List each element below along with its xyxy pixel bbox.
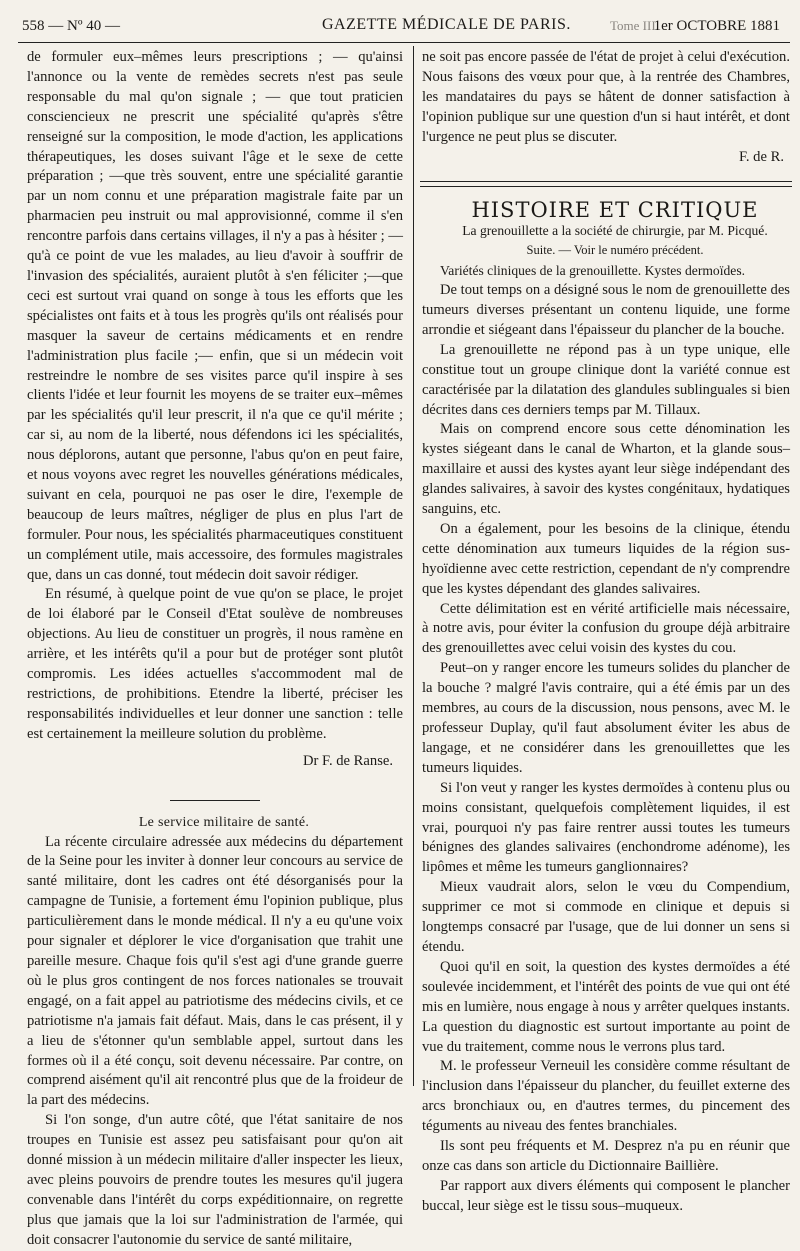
continuation-note: Suite. — Voir le numéro précédent. [526,243,704,258]
paragraph: Quoi qu'il en soit, la question des kystes dermoïdes a été soulevée incidemment, et l'intérêt des points de vue qui ont été mis en lumière, nous engage à nous y arrêter quelques instants. La question du diagnostic est surtout importante au point de vue du traitement, comme nous le verrons plus tard. [422,958,790,1055]
page-number: 558 — Nº 40 — [22,18,120,34]
page-header [22,14,786,38]
paragraph: Si l'on veut y ranger les kystes dermoïdes à contenu plus ou moins consistant, quelquefois complètement liquides, il est vrai, pourquoi n'y pas faire rentrer aussi toutes les tumeurs bénignes des glandes salivaires (enchondrome adénome), les lipômes et même les tumeurs ganglionnaires? [422,779,790,876]
paragraph: Mieux vaudrait alors, selon le vœu du Compendium, supprimer ce mot si commode en clinique et depuis si longtemps consacré par l'usage, que de lui donner un sens si étendu. [422,879,790,955]
left-column [27,48,403,1251]
header-rule [18,42,790,43]
paragraph: Ils sont peu fréquents et M. Desprez n'a pu en réunir que onze cas dans son article du Dictionnaire Baillière. [422,1138,790,1174]
paragraph: Peut–on y ranger encore les tumeurs solides du plancher de la bouche ? malgré l'avis contraire, qui a été émis par un des membres, au cours de la discussion, nous pensons, avec M. le professeur Duplay, qu'il faut absolument éviter les abus de langage, et ne considérer dans les grenouillettes que les tumeurs liquides. [422,660,790,776]
main-heading: HISTOIRE ET CRITIQUE [471,198,759,223]
paragraph: La grenouillette ne répond pas à un type unique, elle constitue tout un groupe clinique dont la variété connue est caractérisée par la dilatation des glandules sublinguales si bien décrites dans ces derniers temps par M. Tillaux. [422,341,790,418]
section-rule [420,186,792,187]
signature: Dr F. de Ranse. [302,752,393,769]
paragraph: M. le professeur Verneuil les considère comme résultant de l'inclusion dans l'épaisseur du plancher, du feuillet externe des arcs bronchiaux ou, en d'autres termes, du pincement des téguments au niveau des fentes branchiales. [422,1058,790,1135]
paragraph: Mais on comprend encore sous cette dénomination les kystes siégeant dans le canal de Wharton, et la glande sous–maxillaire et aussi des kystes ayant leur siège indépendant des glandes salivaires, à savoir des kystes congénitaux, hydatiques sanguins, etc. [422,421,790,518]
paragraph: Si l'on songe, d'un autre côté, que l'état sanitaire de nos troupes en Tunisie est assez peu satisfaisant pour qu'on ait donné mission à un médecin militaire d'aller inspecter les lieux, avec pleins pouvoirs de prendre toutes les mesures qu'il jugera convenable dans l'intérêt du corps expéditionnaire, on regrette plus que jamais que la loi sur l'administration de l'armée, qui doit consacrer l'autonomie du service de santé militaire, [27,1112,403,1248]
paragraph: de formuler eux–mêmes leurs prescriptions ; — qu'ainsi l'annonce ou la vente de remèdes secrets n'est pas seule responsable du mal qu'on signale ; — que tout praticien consciencieux ne prescrit une spécialité qu'après s'être renseigné sur la composition, le mode d'action, les applications thérapeutiques, les doses suivant l'âge et le sexe de cette préparation ; —que très souvent, entre une spécialité garantie par un nom connu et une préparation magistrale faite par un pharmacien peu instruit ou mal approvisionné, comme il s'en rencontre parfois dans certains villages, il n'y a pas à hésiter ; — qu'à ce point de vue les malades, au lieu d'avoir à souffrir de l'invasion des spécialités, auraient plutôt à s'en féliciter ;—que ceci est surtout vrai quand on songe à tous les efforts que les spécialistes ont faits et à tous les progrès qu'ils ont réalisés pour masquer la saveur de certains médicaments et en rendre l'administration plus facile ;— enfin, que si un médecin voit restreindre le nombre de ses visites parce qu'il inspire à ses clients l'idée et leur fournit les moyens de se traiter eux–mêmes par les spécialités qu'il leur prescrit, il n'a que ce qu'il mérite ; car si, au nom de la liberté, nous défendons ici les spécialités, nous déplorons, autant que personne, l'abus qu'on en peut faire, et nous voyons avec regret les nouvelles générations médicales, suivant en cela, pourquoi ne pas oser le dire, l'exemple de beaucoup de leurs maîtres, négliger de plus en plus l'art de formuler. Pour nous, les spécialités pharmaceutiques constituent un complément utile, mais accessoire, des formules magistrales que, dans un cas donné, tout médecin doit savoir rédiger. [27,49,403,583]
paragraph: Par rapport aux divers éléments qui composent le plancher buccal, leur siège est le tissu sous–muqueux. [422,1177,790,1214]
paragraph: La récente circulaire adressée aux médecins du département de la Seine pour les inviter à donner leur concours au service de santé militaire, dont les cadres ont été désorganisés pour la campagne de Tunisie, a fortement ému l'opinion publique, plus particulièrement dans le monde médical. Il n'y a eu qu'une voix pour signaler et déplorer le vice d'organisation que trahit une pareille mesure. Chaque fois qu'il s'est agi d'une grande guerre où le plus gros contingent de nos forces nationales se trouvait engagé, on a fait appel au patriotisme des médecins civils, et ce patriotisme n'a jamais fait défaut. Mais, dans le cas présent, il y a lieu de s'étonner qu'un semblable appel, surtout dans les formes où il a été conçu, soit devenu nécessaire. Par contre, on comprend aisément qu'il ait rencontré plus que de la froideur de la part des médecins. [27,833,403,1109]
paragraph: De tout temps on a désigné sous le nom de grenouillette des tumeurs diverses présentant un contenu liquide, une forme arrondie et siégeant dans l'épaisseur du plancher de la bouche. [422,282,790,338]
paragraph: Cette délimitation est en vérité artificielle mais nécessaire, à notre avis, pour éviter la confusion du groupe déjà arbitraire des grenouillettes avec celui voisin des kystes du cou. [422,600,790,657]
right-column [422,48,790,1217]
subsection-title: Variétés cliniques de la grenouillette. Kystes dermoïdes. [440,263,746,279]
journal-title: GAZETTE MÉDICALE DE PARIS. [322,16,571,33]
paragraph: ne soit pas encore passée de l'état de projet à celui d'exécution. Nous faisons des vœux pour que, à la rentrée des Chambres, les mandataires du pays se hâtent de donner satisfaction à l'opinion publique sur une question d'un si haut intérêt, et dont l'urgence ne peut plus se discuter. [422,49,790,145]
section-rule [420,181,792,182]
paragraph: On a également, pour les besoins de la clinique, étendu cette dénomination aux tumeurs liquides de la région sus-hyoïdienne avec cette restriction, cependant de n'y comprendre que les kystes dépendant des glandes salivaires. [422,520,790,597]
signature: F. de R. [738,148,784,165]
section-rule [170,800,260,801]
volume-label: Tome III. [610,18,659,33]
article-title: La grenouillette a la société de chirurgie, par M. Picqué. [462,223,768,239]
column-divider [413,46,414,1086]
section-title: Le service militaire de santé. [138,814,310,830]
paragraph: En résumé, à quelque point de vue qu'on se place, le projet de loi élaboré par le Conseil d'Etat soulève de nombreuses objections. Au lieu de constituer un progrès, il nous ramène en arrière, et les intérêts qu'il a pour but de protéger sont plutôt compromis. Les idées actuelles s'accommodent mal de restrictions, de prohibitions. Etendre la liberté, préciser les responsabilités individuelles et leur donner une sanction : telle est certainement la meilleure solution du problème. [27,586,403,742]
issue-date: 1er OCTOBRE 1881 [653,18,780,34]
